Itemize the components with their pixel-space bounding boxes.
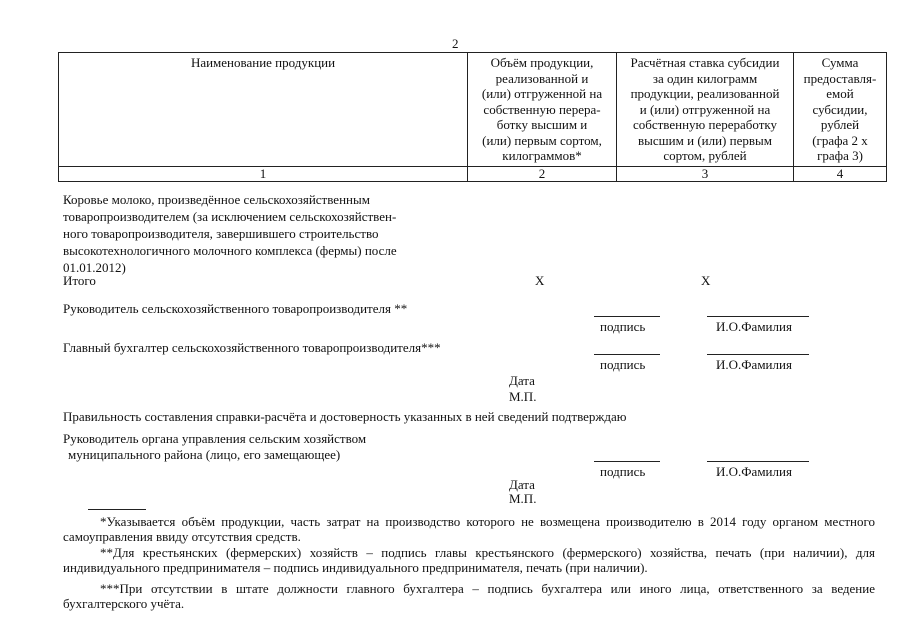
column-number-row xyxy=(59,166,887,181)
footnote-volume: *Указывается объём продукции, часть затрат на производство которого не возмещена производителю в 2014 году органом местного самоуправления ввиду отсутствия средств. xyxy=(63,514,875,544)
product-line: товаропроизводителем (за исключением сельскохозяйствен- xyxy=(63,209,397,224)
header-rate-line: и (или) отгруженной на xyxy=(639,101,771,117)
header-sum-line: (графа 2 х xyxy=(812,132,868,148)
total-col3-mark: Х xyxy=(701,273,711,288)
accountant-name-caption: И.О.Фамилия xyxy=(716,357,792,372)
accountant-name-line xyxy=(707,354,809,355)
head-name-line xyxy=(707,316,809,317)
header-rate-line: Расчётная ставка субсидии xyxy=(630,55,780,70)
header-rate-line: продукции, реализованной xyxy=(630,86,780,101)
calculation-table xyxy=(58,52,887,182)
header-sum-line: графа 3) xyxy=(817,148,863,163)
stamp-label: М.П. xyxy=(509,389,537,404)
accountant-signature-label: Главный бухгалтер сельскохозяйственного товаропроизводителя*** xyxy=(63,340,441,355)
header-volume-line: ботку высшим и xyxy=(496,117,588,132)
total-label: Итого xyxy=(63,273,96,288)
authority-name-line xyxy=(707,461,809,462)
product-description xyxy=(63,191,397,276)
header-volume-line: килограммов* xyxy=(502,148,582,163)
header-rate xyxy=(617,53,794,167)
header-volume-line: реализованной и xyxy=(495,70,589,86)
product-line: Коровье молоко, произведённое сельскохозяйственным xyxy=(63,192,370,207)
header-sum-line: субсидии, xyxy=(812,101,868,117)
header-volume-line: собственную перера- xyxy=(483,101,601,117)
header-subsidy-sum xyxy=(794,53,887,167)
header-volume-line: Объём продукции, xyxy=(490,55,594,70)
column-number: 4 xyxy=(794,166,887,181)
product-line: ного товаропроизводителя, завершившего строительство xyxy=(63,226,379,241)
authority-stamp-label: М.П. xyxy=(509,491,537,506)
head-signature-label: Руководитель сельскохозяйственного товаропроизводителя ** xyxy=(63,301,408,316)
header-sum-line: предоставля- xyxy=(803,70,877,86)
authority-name-caption: И.О.Фамилия xyxy=(716,464,792,479)
accountant-signature-line xyxy=(594,354,660,355)
page-number: 2 xyxy=(452,36,459,51)
head-signature-caption: подпись xyxy=(600,319,646,334)
header-product-name: Наименование продукции xyxy=(59,53,468,167)
product-line: 01.01.2012) xyxy=(63,260,126,275)
header-volume-line: (или) отгруженной на xyxy=(481,86,603,101)
header-rate-line: собственную переработку xyxy=(632,117,778,132)
authority-label-line-1: Руководитель органа управления сельским хозяйством xyxy=(63,431,367,446)
authority-label-line-2: муниципального района (лицо, его замещающее) xyxy=(68,447,341,462)
footnote-separator xyxy=(88,509,146,510)
header-rate-line: сортом, рублей xyxy=(663,148,747,163)
header-sum-line: емой xyxy=(826,86,854,101)
header-volume-line: (или) первым сортом, xyxy=(482,132,602,148)
head-signature-line xyxy=(594,316,660,317)
head-name-caption: И.О.Фамилия xyxy=(716,319,792,334)
header-sum-line: Сумма xyxy=(821,55,859,70)
confirmation-text: Правильность составления справки-расчёта и достоверность указанных в ней сведений подтверждаю xyxy=(63,409,627,424)
header-rate-line: высшим и (или) первым xyxy=(638,132,772,148)
authority-date-label: Дата xyxy=(509,477,535,492)
column-number: 1 xyxy=(59,166,468,181)
date-label: Дата xyxy=(509,373,535,388)
header-rate-line: за один килограмм xyxy=(652,70,758,86)
table-header-row xyxy=(59,53,887,167)
column-number: 3 xyxy=(617,166,794,181)
column-number: 2 xyxy=(468,166,617,181)
footnote-accountant: ***При отсутствии в штате должности главного бухгалтера – подпись бухгалтера или иного лица, ответственного за ведение бухгалтерского учёта. xyxy=(63,581,875,611)
total-col2-mark: Х xyxy=(535,273,545,288)
header-volume xyxy=(468,53,617,167)
header-sum-line: рублей xyxy=(820,117,860,132)
footnote-farm-signature: **Для крестьянских (фермерских) хозяйств – подпись главы крестьянского (фермерского) хозяйства, печать (при наличии), для индивидуального предпринимателя – подпись индивидуального предпринимателя, печать (при наличии). xyxy=(63,545,875,575)
authority-signature-line xyxy=(594,461,660,462)
accountant-signature-caption: подпись xyxy=(600,357,646,372)
authority-signature-caption: подпись xyxy=(600,464,646,479)
product-line: высокотехнологичного молочного комплекса (фермы) после xyxy=(63,243,397,258)
